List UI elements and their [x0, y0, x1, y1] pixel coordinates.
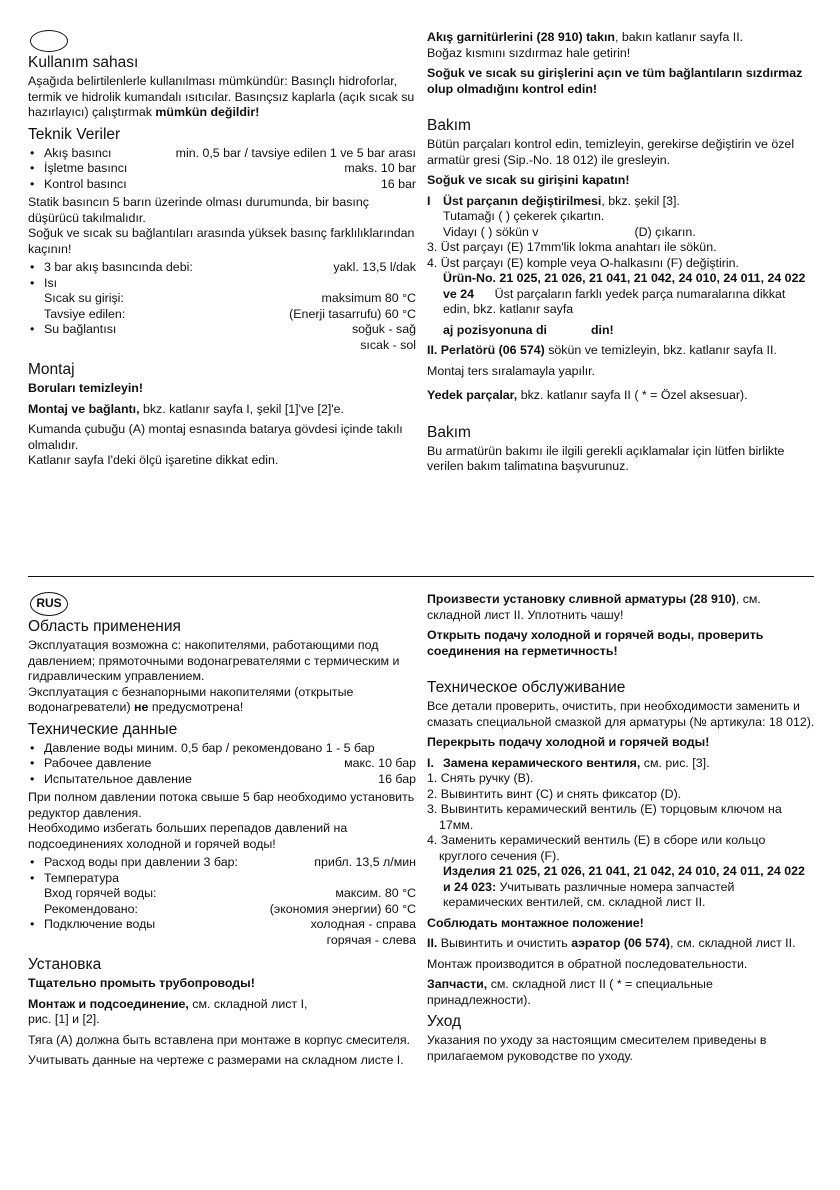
tech-label: Рабочее давление: [44, 756, 152, 770]
heat-label: Isı: [44, 275, 58, 290]
maint-heading: Техническое обслуживание: [427, 679, 626, 696]
dim-note: Katlanır sayfa I'deki ölçü işaretine dikkat edin.: [28, 453, 279, 467]
rod-note: Kumanda çubuğu (A) montaj esnasında batarya gövdesi içinde takılı olmalıdır.: [28, 422, 403, 452]
spare-text: bkz. katlanır sayfa II ( * = Özel aksesuar).: [517, 388, 748, 402]
aer-note: [427, 936, 815, 952]
aer-note: [427, 343, 815, 359]
mount-note: [28, 997, 416, 1013]
step-a: 1. Снять ручку (B).: [427, 771, 534, 785]
usage-text: [28, 74, 416, 121]
language-badge: [30, 30, 68, 52]
hot-inlet-label: Sıcak su girişi:: [44, 291, 124, 305]
usage-text-2b: предусмотрена!: [148, 700, 244, 714]
tech-label: İşletme basıncı: [44, 161, 128, 175]
step-1-num: I.: [427, 755, 434, 770]
ru-right-column: [427, 592, 815, 1069]
close-bold: Перекрыть подачу холодной и горячей воды!: [427, 735, 710, 749]
water-conn-value-2: горячая - слева: [326, 932, 416, 947]
flush-text: Boruları temizleyin!: [28, 381, 143, 395]
step-1-text: см. рис. [3].: [640, 755, 710, 770]
tech-value: 16 bar: [380, 176, 416, 191]
aer-bold-1: II.: [427, 936, 438, 950]
water-conn-value: холодная - справа: [310, 917, 416, 931]
usage-text-body: Aşağıda belirtilenlerle kullanılması mümkündür: Basınçlı hidroforlar, termik ve hidrolik kumandalı ısıtıcılar. Basınçsız kaplarla (açık sıcak su hazırlayıcı) çalıştırmak: [28, 74, 415, 119]
pos-bold-1: aj pozisyonuna di: [443, 322, 547, 337]
step-1-line3a: Vidayı ( ) sökün v: [443, 224, 539, 239]
tech-item: • Рабочее давление макс. 10 бар: [30, 756, 416, 770]
flow-item: • Расход воды при давлении 3 бар: прибл. 13,5 л/мин: [30, 855, 416, 869]
close-bold: Soğuk ve sıcak su girişini kapatın!: [427, 173, 630, 187]
tech-item: • İşletme basıncı maks. 10 bar: [30, 161, 416, 175]
flush-note: [28, 976, 416, 992]
usage-heading: Kullanım sahası: [28, 54, 139, 71]
drain-bold: Akış garnitürlerini (28 910) takın: [427, 30, 615, 44]
step-4-detail: [427, 271, 815, 318]
tech-list: [28, 146, 416, 193]
pos-note: [427, 323, 815, 339]
step-d: 4. Заменить керамический вентиль (E) в сборе или кольцо круглого сечения (F).: [427, 833, 766, 863]
usage-text-2-bold: не: [134, 700, 149, 714]
mount-note: [28, 402, 416, 418]
recommended-label: Рекомендовано:: [44, 901, 138, 916]
install-heading: Установка: [28, 956, 102, 973]
tech-value: 16 бар: [378, 771, 416, 786]
mount-bold: Монтаж и подсоединение,: [28, 996, 189, 1011]
aer-bold: II. Perlatörü (06 574): [427, 343, 545, 357]
recommended-value: (экономия энергии) 60 °C: [269, 901, 416, 916]
usage-text-bold: mümkün değildir!: [155, 105, 260, 119]
diff-note: Необходимо избегать больших перепадов давлений на подсоединениях холодной и горячей воды!: [28, 821, 348, 851]
dim-note: Учитывать данные на чертеже с размерами на складном листе I.: [28, 1053, 404, 1067]
maint-text: Bütün parçaları kontrol edin, temizleyin, gerekirse değiştirin ve özel armatür gresi (Sip.-No. 18 012) ile gresleyin.: [427, 137, 795, 167]
tech-heading: Teknik Veriler: [28, 125, 121, 143]
maint-heading: Bakım: [427, 117, 471, 134]
ru-left-column: [28, 592, 416, 1069]
tech-value: maks. 10 bar: [344, 161, 416, 175]
care-heading: Bakım: [427, 423, 471, 441]
rod-note: Тяга (A) должна быть вставлена при монтаже в корпус смесителя.: [28, 1032, 411, 1047]
water-conn-label: Подключение воды: [44, 917, 156, 931]
section-divider: [28, 576, 814, 577]
drain-bold: Произвести установку сливной арматуры (28 910): [427, 592, 736, 606]
drain-text: , bakın katlanır sayfa II.: [615, 30, 744, 44]
reverse-note: Монтаж производится в обратной последовательности.: [427, 956, 748, 971]
install-heading: Montaj: [28, 361, 75, 378]
close-note: [427, 735, 815, 751]
spec-list: [28, 855, 416, 948]
tech-list: [28, 741, 416, 788]
usage-text-2a: Эксплуатация с безнапорными накопителями (открытые водонагреватели): [28, 684, 354, 714]
step-d-detail: [427, 864, 815, 911]
mount-text: bkz. katlanır sayfa I, şekil [1]'ve [2]'e.: [139, 401, 344, 416]
usage-heading: Область применения: [28, 618, 181, 635]
tech-item: • Испытательное давление 16 бар: [30, 771, 416, 786]
aer-text-1: Вывинтить и очистить: [437, 936, 572, 950]
drain-note: [427, 592, 815, 623]
static-note: При полном давлении потока свыше 5 бар необходимо установить редуктор давления.: [28, 790, 415, 820]
recommended-value: (Enerji tasarrufu) 60 °C: [289, 306, 416, 321]
step-1-bold: Замена керамического вентиля,: [443, 755, 641, 770]
spare-note: [427, 388, 815, 404]
care-text: Bu armatürün bakımı ile ilgili gerekli açıklamalar için lütfen birlikte verilen bakım talimatına başvurunuz.: [427, 443, 785, 473]
mount-text: см. складной лист I,: [188, 996, 308, 1011]
mount-note-2: рис. [1] и [2].: [28, 1012, 100, 1026]
tech-label: Испытательное давление: [44, 771, 192, 786]
step-d-text: Учитывать различные номера запчастей керамических вентилей, см. складной лист II.: [443, 879, 735, 909]
step-3: 3. Üst parçayı (E) 17mm'lik lokma anahtarı ile sökün.: [427, 240, 717, 254]
open-note: [427, 66, 815, 97]
water-conn-value-2: sıcak - sol: [360, 337, 416, 352]
close-note: [427, 173, 815, 189]
tech-item: • Kontrol basıncı 16 bar: [30, 176, 416, 191]
water-conn-item: • Su bağlantısı soğuk - sağ sıcak - sol: [30, 322, 416, 352]
tr-right-column: [427, 30, 815, 480]
pos-bold-2: din!: [590, 322, 614, 337]
aer-text: sökün ve temizleyin, bkz. katlanır sayfa II.: [544, 343, 777, 357]
tech-item: • Давление воды миним. 0,5 бар / рекомендовано 1 - 5 бар: [30, 740, 375, 755]
spare-bold: Запчасти,: [427, 977, 488, 991]
step-1: [427, 756, 815, 772]
spare-bold: Yedek parçalar,: [427, 388, 518, 402]
step-1: [427, 194, 815, 210]
language-code: RUS: [36, 596, 62, 611]
tech-value: min. 0,5 bar / tavsiye edilen 1 ve 5 bar arası: [175, 145, 416, 160]
spec-list: [28, 260, 416, 353]
neck-note: Boğaz kısmını sızdırmaz hale getirin!: [427, 45, 631, 60]
hot-inlet-value: maksimum 80 °C: [321, 291, 416, 305]
open-bold: Открыть подачу холодной и горячей воды, проверить соединения на герметичность!: [427, 628, 764, 658]
flow-value: yakl. 13,5 l/dak: [333, 260, 416, 274]
usage-text-2: [28, 685, 416, 716]
tech-value: макс. 10 бар: [344, 756, 416, 770]
maint-text: Все детали проверить, очистить, при необходимости заменить и смазать специальной смазкой для арматуры (№ артикула: 18 012).: [427, 699, 815, 729]
care-heading: Уход: [427, 1013, 462, 1030]
flow-item: • 3 bar akış basıncında debi: yakl. 13,5 l/dak: [30, 260, 416, 274]
mount-bold: Montaj ve bağlantı,: [28, 401, 140, 416]
language-badge: [30, 592, 68, 616]
heat-label: Температура: [44, 870, 120, 885]
step-c: 3. Вывинтить керамический вентиль (E) торцовым ключом на 17мм.: [427, 802, 782, 832]
spare-note: [427, 977, 815, 1008]
tr-left-column: [28, 30, 416, 469]
spare-text: см. складной лист II ( * = специальные принадлежности).: [427, 977, 713, 1007]
step-b: 2. Вывинтить винт (C) и снять фиксатор (D).: [427, 786, 682, 801]
heat-item: • Температура Вход горячей воды: максим. 80 °C Рекомендовано: (экономия энергии) 60 °C: [30, 870, 416, 916]
flush-text: Тщательно промыть трубопроводы!: [28, 976, 255, 990]
step-1-line3: [427, 225, 815, 241]
recommended-label: Tavsiye edilen:: [44, 306, 126, 321]
water-conn-item: • Подключение воды холодная - справа горячая - слева: [30, 917, 416, 947]
open-bold: Soğuk ve sıcak su girişlerini açın ve tüm bağlantıların sızdırmaz olup olmadığını kontrol edin!: [427, 66, 803, 96]
static-note: Statik basıncın 5 barın üzerinde olması durumunda, bir basınç düşürücü takılmalıdır.: [28, 195, 369, 225]
step-1-text: , bkz. şekil [3].: [601, 193, 680, 208]
water-conn-label: Su bağlantısı: [44, 322, 117, 336]
step-4: 4. Üst parçayı (E) komple veya O-halkasını (F) değiştirin.: [427, 255, 739, 270]
step-1-num: I: [427, 193, 431, 208]
step-1-line3b: (D) çıkarın.: [634, 224, 696, 239]
care-text: Указания по уходу за настоящим смесителем приведены в прилагаемом руководстве по уходу.: [427, 1033, 767, 1063]
tech-item: • Akış basıncı min. 0,5 bar / tavsiye edilen 1 ve 5 bar arası: [30, 145, 416, 160]
tech-heading: Технические данные: [28, 720, 178, 738]
hot-inlet-label: Вход горячей воды:: [44, 886, 157, 900]
drain-note: [427, 30, 815, 46]
usage-text: Эксплуатация возможна с: накопителями, работающими под давлением; прямоточными водонагревателями с термическим и гидравлическим управлением.: [28, 638, 400, 683]
open-note: [427, 628, 815, 659]
tech-label: Kontrol basıncı: [44, 176, 127, 191]
step-d-bold: Изделия 21 025, 21 026, 21 041, 21 042, 24 010, 24 011, 24 022 и 24 023:: [443, 864, 805, 894]
step-1-bold: Üst parçanın değiştirilmesi: [443, 193, 602, 208]
step-4-bold: Ürün-No. 21 025, 21 026, 21 041, 21 042, 24 010, 24 011, 24 022 ve 24: [443, 271, 806, 301]
pos-bold: Соблюдать монтажное положение!: [427, 915, 644, 930]
step-4-text: Üst parçaların farklı yedek parça numaralarına dikkat edin, bkz. katlanır sayfa: [443, 286, 786, 316]
flush-note: [28, 381, 416, 397]
tech-label: Давление воды миним. 0,5 бар / рекомендовано 1 - 5 бар: [44, 740, 375, 755]
water-conn-value: soğuk - sağ: [351, 322, 416, 336]
step-1-line2: Tutamağı ( ) çekerek çıkartın.: [443, 209, 605, 223]
heat-item: • Isı Sıcak su girişi: maksimum 80 °C Tavsiye edilen: (Enerji tasarrufu) 60 °C: [30, 275, 416, 321]
diff-note: Soğuk ve sıcak su bağlantıları arasında yüksek basınç farklılıklarından kaçının!: [28, 226, 415, 256]
flow-label: Расход воды при давлении 3 бар:: [44, 855, 238, 869]
hot-inlet-value: максим. 80 °C: [335, 886, 416, 900]
pos-note: [427, 916, 815, 932]
flow-value: прибл. 13,5 л/мин: [314, 855, 416, 869]
tech-label: Akış basıncı: [44, 145, 112, 160]
flow-label: 3 bar akış basıncında debi:: [44, 260, 193, 274]
aer-bold-2: аэратор (06 574): [571, 936, 671, 950]
reverse-note: Montaj ters sıralamayla yapılır.: [427, 363, 596, 378]
drain-text: , см. складной лист II. Уплотнить чашу!: [427, 592, 761, 622]
aer-text-2: , см. складной лист II.: [670, 936, 796, 950]
